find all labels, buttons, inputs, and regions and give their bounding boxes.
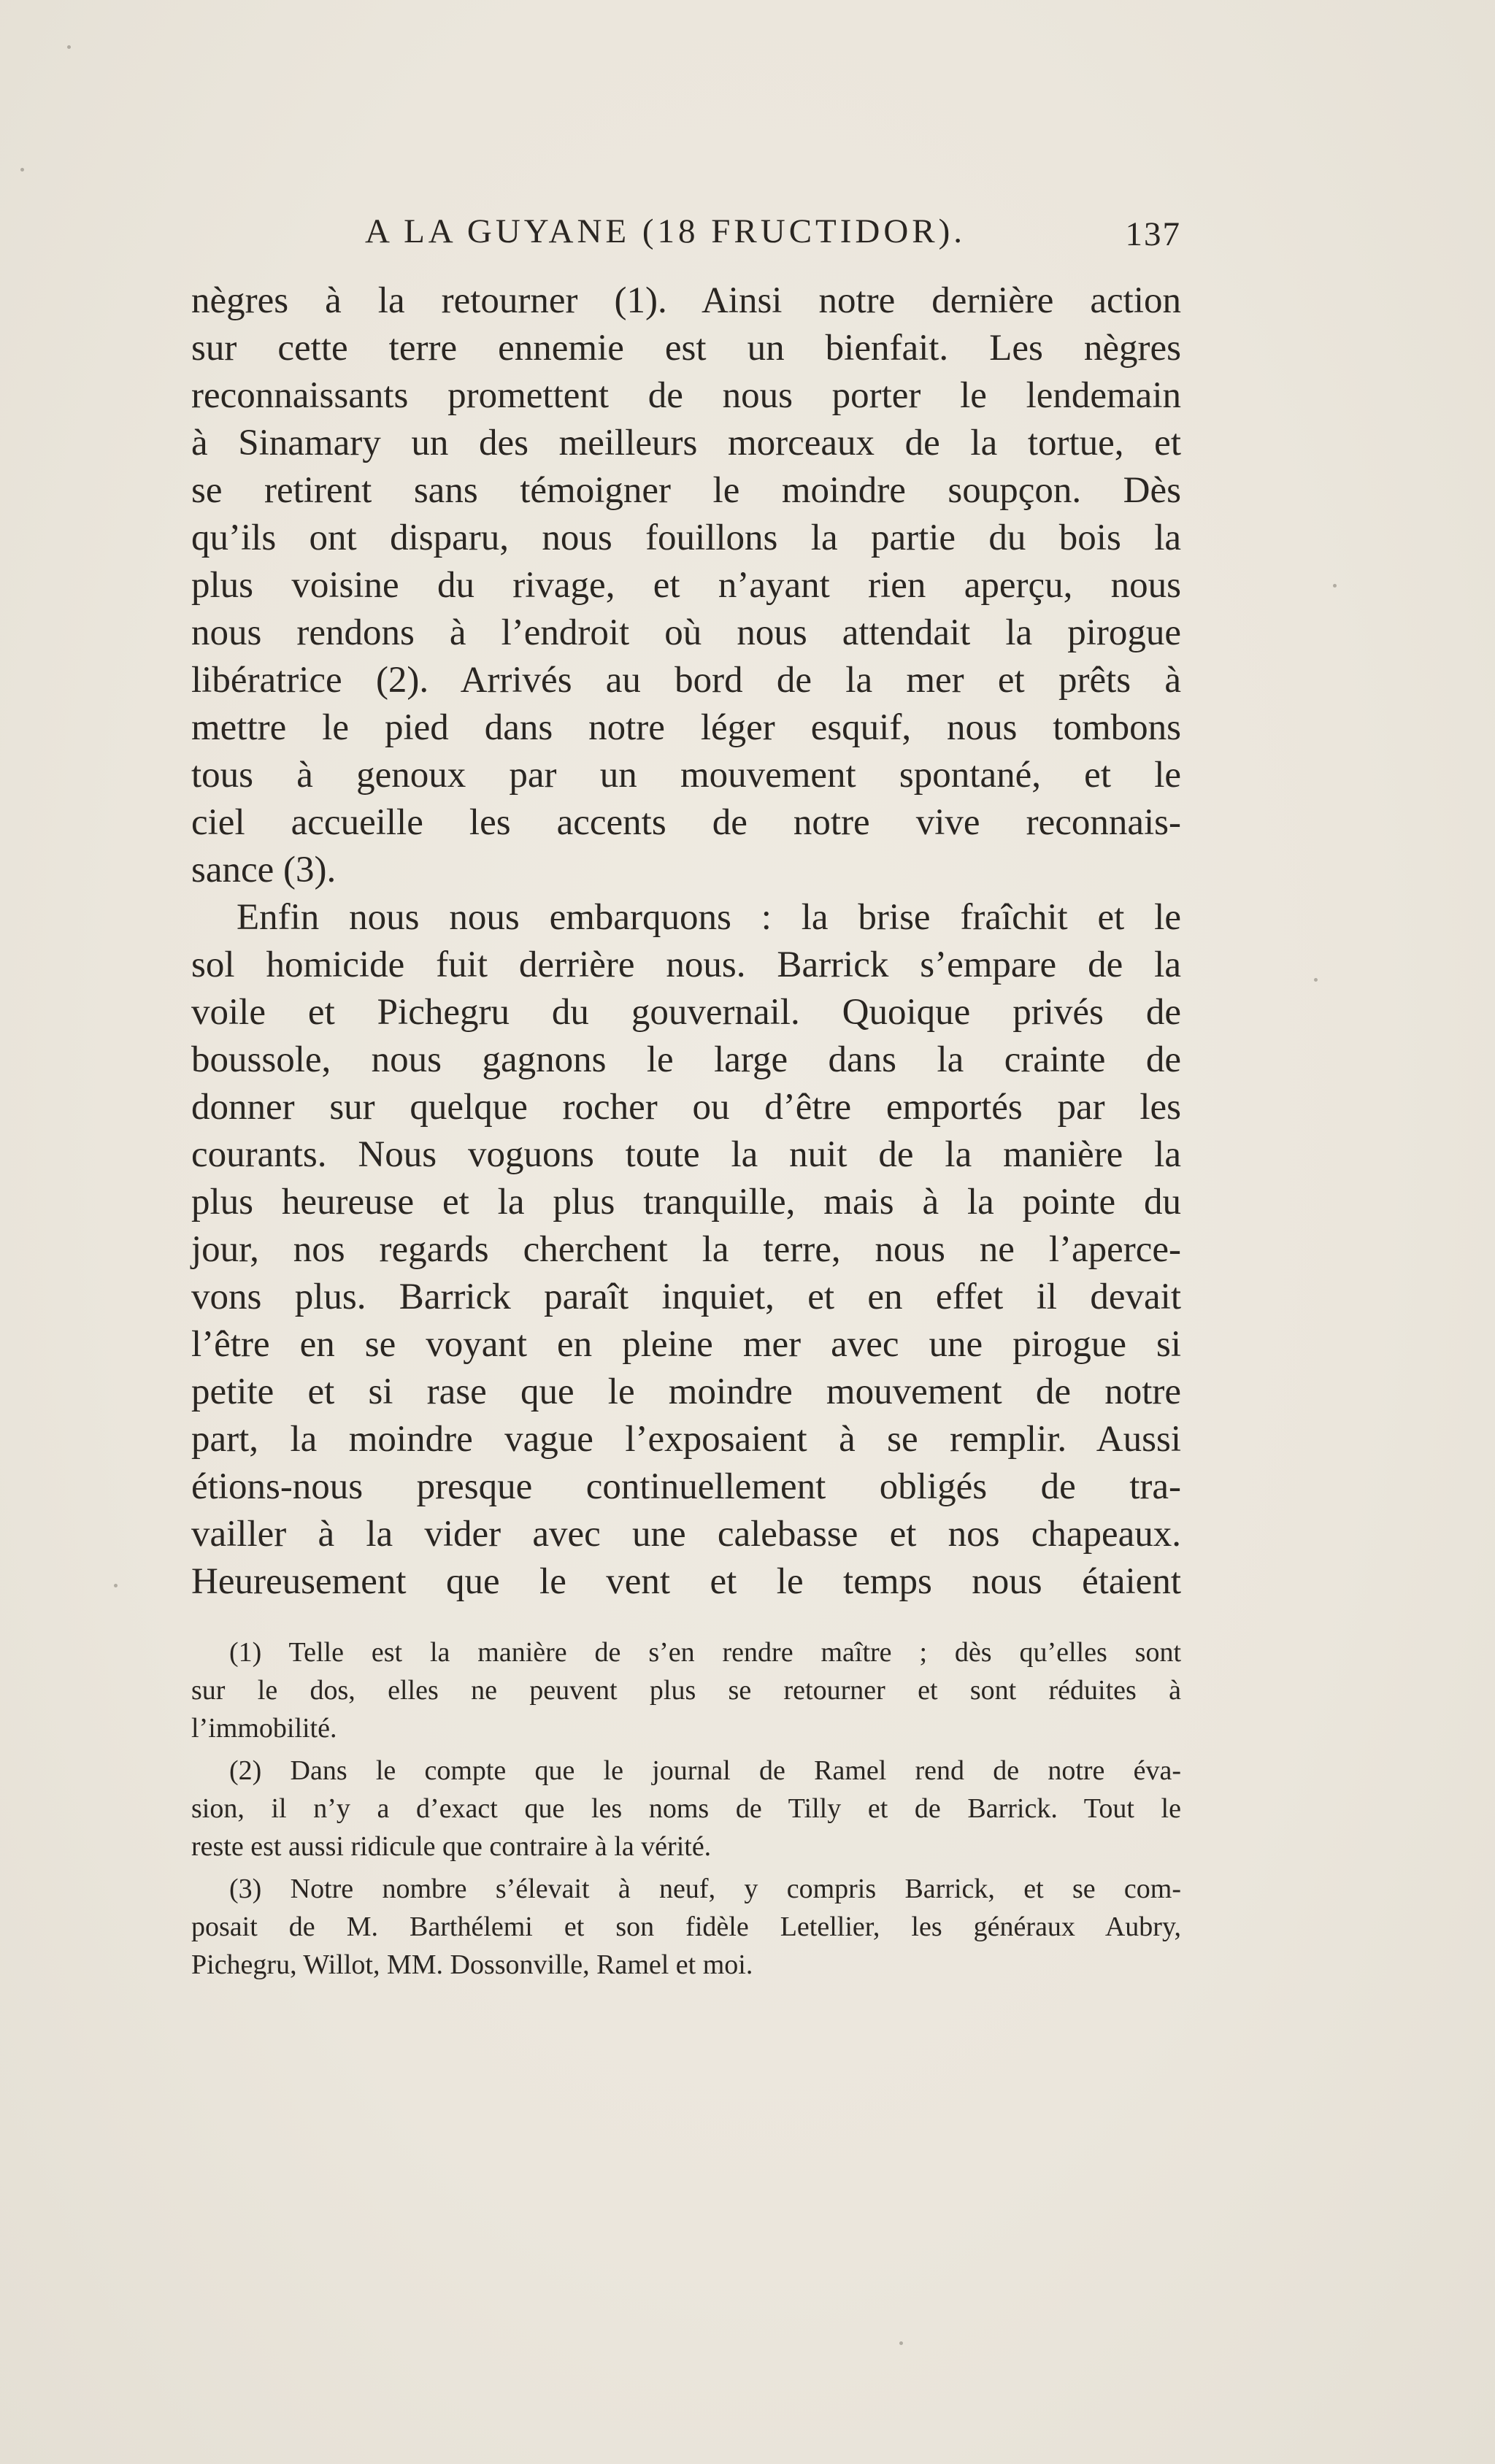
paper-speck [899,2341,903,2345]
body-line: sur cette terre ennemie est un bienfait. Les nègres [191,328,1181,369]
body-line: voile et Pichegru du gouvernail. Quoique privés de [191,992,1181,1033]
body-line: tous à genoux par un mouvement spontané, et le [191,755,1181,796]
paper-speck [67,45,71,49]
body-line: petite et si rase que le moindre mouvement de notre [191,1371,1181,1412]
footnote-1 [191,1633,1181,1747]
body-line: nous rendons à l’endroit où nous attendait la pirogue [191,612,1181,653]
paper-speck [1333,584,1337,588]
body-line: vailler à la vider avec une calebasse et nos chapeaux. [191,1514,1181,1555]
footnote-line: sion, il n’y a d’exact que les noms de Tilly et de Barrick. Tout le [191,1793,1181,1824]
body-line: qu’ils ont disparu, nous fouillons la partie du bois la [191,517,1181,558]
body-line: vons plus. Barrick paraît inquiet, et en effet il devait [191,1277,1181,1317]
body-line: nègres à la retourner (1). Ainsi notre dernière action [191,280,1181,321]
body-text [191,277,1181,1606]
body-line: se retirent sans témoigner le moindre soupçon. Dès [191,470,1181,511]
body-line: donner sur quelque rocher ou d’être emportés par les [191,1087,1181,1128]
paper-speck [114,1584,118,1587]
running-title: A LA GUYANE (18 FRUCTIDOR). [365,212,966,250]
body-line: plus voisine du rivage, et n’ayant rien aperçu, nous [191,565,1181,606]
footnote-line: reste est aussi ridicule que contraire à la vérité. [191,1831,712,1862]
body-line: Heureusement que le vent et le temps nous étaient [191,1561,1181,1602]
body-line: sance (3). [191,850,337,890]
body-line: part, la moindre vague l’exposaient à se remplir. Aussi [191,1419,1181,1460]
body-line: libératrice (2). Arrivés au bord de la mer et prêts à [191,660,1181,701]
footnote-line: sur le dos, elles ne peuvent plus se retourner et sont réduites à [191,1675,1181,1706]
body-line: mettre le pied dans notre léger esquif, nous tombons [191,707,1181,748]
body-line: jour, nos regards cherchent la terre, nous ne l’aperce- [191,1229,1181,1270]
body-line: l’être en se voyant en pleine mer avec une pirogue si [191,1324,1181,1365]
footnote-2 [191,1752,1181,1866]
body-line: étions-nous presque continuellement obligés de tra- [191,1466,1181,1507]
footnote-line: Pichegru, Willot, MM. Dossonville, Ramel et moi. [191,1949,753,1980]
body-line: courants. Nous voguons toute la nuit de la manière la [191,1134,1181,1175]
footnote-line: (1) Telle est la manière de s’en rendre maître ; dès qu’elles sont [229,1637,1181,1668]
body-line: sol homicide fuit derrière nous. Barrick s’empare de la [191,944,1181,985]
footnote-3 [191,1870,1181,1984]
footnote-line: posait de M. Barthélemi et son fidèle Letellier, les généraux Aubry, [191,1911,1181,1942]
running-head [191,212,1181,263]
page-number: 137 [1125,215,1181,253]
paper-speck [1314,978,1318,982]
body-line: Enfin nous nous embarquons : la brise fraîchit et le [237,897,1181,938]
body-line: à Sinamary un des meilleurs morceaux de la tortue, et [191,423,1181,463]
footnote-line: l’immobilité. [191,1713,337,1744]
body-line: boussole, nous gagnons le large dans la crainte de [191,1039,1181,1080]
footnotes [191,1633,1181,1988]
body-line: ciel accueille les accents de notre vive reconnais- [191,802,1181,843]
paper-speck [20,168,24,172]
body-line: plus heureuse et la plus tranquille, mais à la pointe du [191,1182,1181,1223]
body-line: reconnaissants promettent de nous porter le lendemain [191,375,1181,416]
footnote-line: (2) Dans le compte que le journal de Ramel rend de notre éva- [229,1755,1181,1786]
footnote-line: (3) Notre nombre s’élevait à neuf, y compris Barrick, et se com- [229,1874,1181,1904]
